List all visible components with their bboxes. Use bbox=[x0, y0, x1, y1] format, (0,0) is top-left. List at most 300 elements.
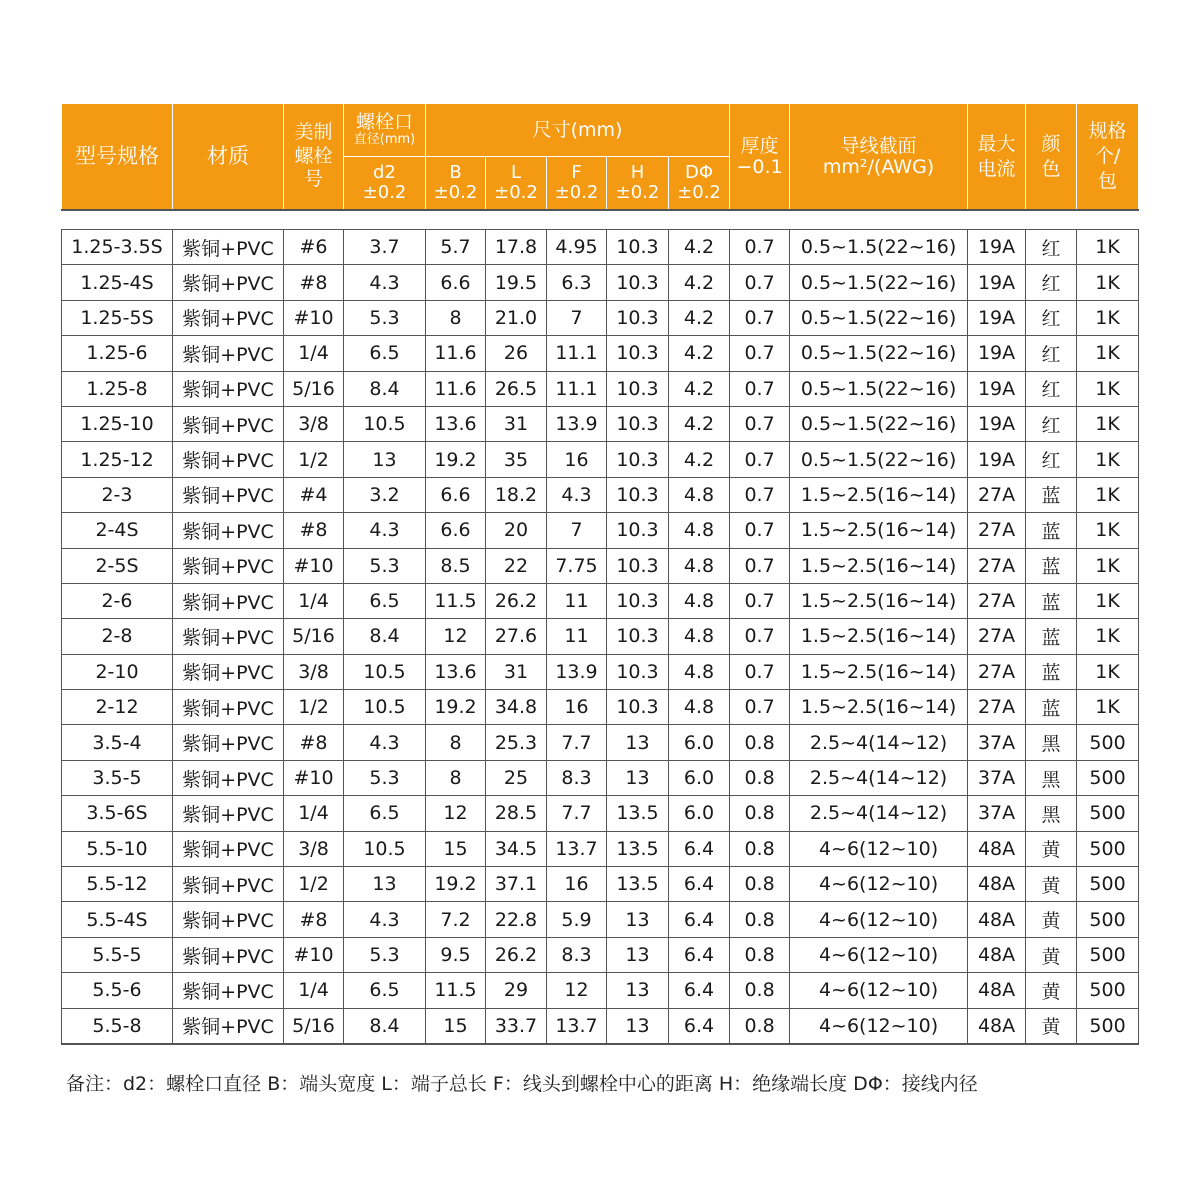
table-cell: 红 bbox=[1026, 442, 1077, 477]
table-cell: 4.8 bbox=[669, 548, 730, 583]
table-cell: 0.7 bbox=[730, 513, 790, 548]
table-cell: 蓝 bbox=[1026, 477, 1077, 512]
table-row bbox=[62, 230, 1139, 265]
table-cell: 22 bbox=[486, 548, 547, 583]
table-cell: 2-10 bbox=[62, 654, 173, 689]
table-cell: 4.3 bbox=[344, 265, 426, 300]
table-cell: 6.4 bbox=[669, 973, 730, 1008]
table-cell: 2-4S bbox=[62, 513, 173, 548]
table-cell: 26.5 bbox=[486, 371, 547, 406]
table-cell: 8 bbox=[426, 725, 486, 760]
table-cell: 4.8 bbox=[669, 654, 730, 689]
table-cell: 4.8 bbox=[669, 583, 730, 618]
table-cell: 7 bbox=[547, 513, 607, 548]
table-cell: 1.25-8 bbox=[62, 371, 173, 406]
table-cell: 19A bbox=[968, 406, 1026, 441]
table-cell: 2-5S bbox=[62, 548, 173, 583]
table-cell: 1.5~2.5(16~14) bbox=[790, 654, 968, 689]
table-cell: 19A bbox=[968, 371, 1026, 406]
table-cell: #8 bbox=[284, 725, 344, 760]
table-cell: 蓝 bbox=[1026, 583, 1077, 618]
table-cell: 3.5-5 bbox=[62, 760, 173, 795]
table-cell: #8 bbox=[284, 265, 344, 300]
table-cell: 1.25-10 bbox=[62, 406, 173, 441]
table-cell: 紫铜+PVC bbox=[173, 760, 284, 795]
table-cell: 4~6(12~10) bbox=[790, 831, 968, 866]
table-cell: 1K bbox=[1077, 583, 1139, 618]
table-cell: 500 bbox=[1077, 867, 1139, 902]
table-cell: 11.5 bbox=[426, 973, 486, 1008]
table-cell: 3.5-6S bbox=[62, 796, 173, 831]
table-cell: 0.7 bbox=[730, 654, 790, 689]
table-cell: 17.8 bbox=[486, 230, 547, 265]
table-cell: 紫铜+PVC bbox=[173, 973, 284, 1008]
table-cell: 1.5~2.5(16~14) bbox=[790, 548, 968, 583]
table-cell: 10.3 bbox=[607, 442, 669, 477]
table-cell: 48A bbox=[968, 902, 1026, 937]
table-cell: 31 bbox=[486, 654, 547, 689]
table-cell: 11 bbox=[547, 583, 607, 618]
header-pack: 规格个/包 bbox=[1077, 104, 1139, 211]
table-cell: 紫铜+PVC bbox=[173, 654, 284, 689]
table-cell: 20 bbox=[486, 513, 547, 548]
table-row bbox=[62, 760, 1139, 795]
table-cell: 11 bbox=[547, 619, 607, 654]
table-cell: 500 bbox=[1077, 831, 1139, 866]
table-cell: 4.8 bbox=[669, 513, 730, 548]
table-cell: 6.0 bbox=[669, 796, 730, 831]
table-cell: 5.3 bbox=[344, 300, 426, 335]
header-current: 最大电流 bbox=[968, 104, 1026, 211]
table-cell: 48A bbox=[968, 867, 1026, 902]
table-cell: 37A bbox=[968, 760, 1026, 795]
table-cell: 4.2 bbox=[669, 265, 730, 300]
table-row bbox=[62, 265, 1139, 300]
table-cell: 1K bbox=[1077, 548, 1139, 583]
table-cell: 1K bbox=[1077, 477, 1139, 512]
table-cell: 6.4 bbox=[669, 937, 730, 972]
table-cell: 黑 bbox=[1026, 760, 1077, 795]
table-cell: 10.5 bbox=[344, 654, 426, 689]
table-cell: 19A bbox=[968, 442, 1026, 477]
table-cell: 红 bbox=[1026, 336, 1077, 371]
header-dim-dphi: DΦ ±0.2 bbox=[669, 157, 730, 211]
header-bolt-hole: 螺栓口 直径(mm) bbox=[344, 104, 426, 157]
table-cell: 黄 bbox=[1026, 867, 1077, 902]
table-row bbox=[62, 548, 1139, 583]
table-cell: 4.2 bbox=[669, 442, 730, 477]
header-wire: 导线截面 mm²/(AWG) bbox=[790, 104, 968, 211]
table-cell: 1.25-4S bbox=[62, 265, 173, 300]
table-cell: 5.7 bbox=[426, 230, 486, 265]
table-cell: 黄 bbox=[1026, 937, 1077, 972]
table-cell: 红 bbox=[1026, 230, 1077, 265]
table-cell: 13 bbox=[607, 760, 669, 795]
table-cell: 1.5~2.5(16~14) bbox=[790, 477, 968, 512]
header-dim-l: L ±0.2 bbox=[486, 157, 547, 211]
table-cell: 15 bbox=[426, 831, 486, 866]
table-cell: 8.5 bbox=[426, 548, 486, 583]
table-cell: 0.8 bbox=[730, 760, 790, 795]
table-cell: 1K bbox=[1077, 230, 1139, 265]
table-cell: 紫铜+PVC bbox=[173, 513, 284, 548]
table-cell: 4~6(12~10) bbox=[790, 937, 968, 972]
table-cell: 6.0 bbox=[669, 725, 730, 760]
table-cell: 1K bbox=[1077, 265, 1139, 300]
table-cell: 3/8 bbox=[284, 654, 344, 689]
table-cell: 27A bbox=[968, 513, 1026, 548]
table-cell: 2.5~4(14~12) bbox=[790, 725, 968, 760]
table-cell: 10.3 bbox=[607, 583, 669, 618]
table-cell: 5.5-8 bbox=[62, 1008, 173, 1044]
table-cell: 6.4 bbox=[669, 902, 730, 937]
table-cell: 0.8 bbox=[730, 831, 790, 866]
table-cell: 4.2 bbox=[669, 230, 730, 265]
table-row bbox=[62, 973, 1139, 1008]
table-row bbox=[62, 619, 1139, 654]
table-cell: 紫铜+PVC bbox=[173, 230, 284, 265]
table-cell: 4.2 bbox=[669, 371, 730, 406]
table-cell: 11.6 bbox=[426, 371, 486, 406]
table-cell: 27A bbox=[968, 690, 1026, 725]
table-cell: 紫铜+PVC bbox=[173, 1008, 284, 1044]
table-cell: 26 bbox=[486, 336, 547, 371]
table-cell: 13.6 bbox=[426, 654, 486, 689]
table-cell: 3.7 bbox=[344, 230, 426, 265]
table-cell: 10.3 bbox=[607, 406, 669, 441]
table-cell: 26.2 bbox=[486, 583, 547, 618]
table-cell: 5.9 bbox=[547, 902, 607, 937]
header-model: 型号规格 bbox=[62, 104, 173, 211]
table-cell: 紫铜+PVC bbox=[173, 725, 284, 760]
table-cell: 0.5~1.5(22~16) bbox=[790, 265, 968, 300]
table-cell: 10.3 bbox=[607, 300, 669, 335]
table-cell: 2.5~4(14~12) bbox=[790, 796, 968, 831]
table-cell: 1.5~2.5(16~14) bbox=[790, 690, 968, 725]
table-cell: 12 bbox=[426, 619, 486, 654]
table-cell: 34.5 bbox=[486, 831, 547, 866]
header-thickness: 厚度 −0.1 bbox=[730, 104, 790, 211]
table-cell: 13 bbox=[607, 725, 669, 760]
table-cell: 12 bbox=[547, 973, 607, 1008]
table-cell: 8.3 bbox=[547, 760, 607, 795]
table-cell: 31 bbox=[486, 406, 547, 441]
footnote: 备注：d2：螺栓口直径 B：端头宽度 L：端子总长 F：线头到螺栓中心的距离 H：绝缘端长度 DΦ：接线内径 bbox=[66, 1073, 978, 1095]
table-cell: 2-3 bbox=[62, 477, 173, 512]
table-cell: 2-6 bbox=[62, 583, 173, 618]
table-cell: 1/2 bbox=[284, 442, 344, 477]
table-cell: 7.7 bbox=[547, 725, 607, 760]
table-cell: 10.5 bbox=[344, 406, 426, 441]
table-cell: 6.5 bbox=[344, 336, 426, 371]
table-cell: 37A bbox=[968, 725, 1026, 760]
table-cell: 10.3 bbox=[607, 371, 669, 406]
table-row bbox=[62, 831, 1139, 866]
table-cell: 4.3 bbox=[547, 477, 607, 512]
table-cell: 7.2 bbox=[426, 902, 486, 937]
table-cell: 11.6 bbox=[426, 336, 486, 371]
table-cell: 19.2 bbox=[426, 867, 486, 902]
table-cell: 0.5~1.5(22~16) bbox=[790, 300, 968, 335]
table-cell: 13 bbox=[607, 902, 669, 937]
table-cell: 500 bbox=[1077, 1008, 1139, 1044]
table-cell: 4~6(12~10) bbox=[790, 867, 968, 902]
table-row bbox=[62, 406, 1139, 441]
table-cell: 0.5~1.5(22~16) bbox=[790, 230, 968, 265]
table-cell: 13.5 bbox=[607, 831, 669, 866]
header-dim-h: H ±0.2 bbox=[607, 157, 669, 211]
table-cell: 500 bbox=[1077, 937, 1139, 972]
table-cell: 500 bbox=[1077, 902, 1139, 937]
table-cell: 1.5~2.5(16~14) bbox=[790, 619, 968, 654]
table-cell: 27A bbox=[968, 654, 1026, 689]
table-cell: 37A bbox=[968, 796, 1026, 831]
table-row bbox=[62, 371, 1139, 406]
table-cell: 紫铜+PVC bbox=[173, 265, 284, 300]
table-cell: 1.25-12 bbox=[62, 442, 173, 477]
table-cell: 10.3 bbox=[607, 230, 669, 265]
table-cell: 0.5~1.5(22~16) bbox=[790, 406, 968, 441]
table-cell: #10 bbox=[284, 548, 344, 583]
table-cell: 蓝 bbox=[1026, 690, 1077, 725]
table-cell: 1K bbox=[1077, 406, 1139, 441]
table-cell: 13.5 bbox=[607, 796, 669, 831]
table-cell: 紫铜+PVC bbox=[173, 902, 284, 937]
table-cell: 6.4 bbox=[669, 831, 730, 866]
table-cell: 19.5 bbox=[486, 265, 547, 300]
table-cell: 0.8 bbox=[730, 902, 790, 937]
table-cell: 4.8 bbox=[669, 619, 730, 654]
table-cell: 10.3 bbox=[607, 477, 669, 512]
table-cell: 22.8 bbox=[486, 902, 547, 937]
table-cell: 黄 bbox=[1026, 1008, 1077, 1044]
table-cell: 0.8 bbox=[730, 867, 790, 902]
table-cell: 1K bbox=[1077, 619, 1139, 654]
table-cell: 6.4 bbox=[669, 1008, 730, 1044]
table-cell: 4.3 bbox=[344, 513, 426, 548]
table-cell: 1K bbox=[1077, 690, 1139, 725]
table-cell: 蓝 bbox=[1026, 654, 1077, 689]
table-cell: 1/4 bbox=[284, 583, 344, 618]
table-cell: 10.3 bbox=[607, 690, 669, 725]
table-cell: #10 bbox=[284, 300, 344, 335]
table-row bbox=[62, 867, 1139, 902]
table-cell: 48A bbox=[968, 831, 1026, 866]
table-row bbox=[62, 300, 1139, 335]
table-cell: #8 bbox=[284, 513, 344, 548]
header-d2: d2 ±0.2 bbox=[344, 157, 426, 211]
table-cell: 13.9 bbox=[547, 406, 607, 441]
table-cell: 5.3 bbox=[344, 937, 426, 972]
table-cell: 黄 bbox=[1026, 902, 1077, 937]
table-cell: 0.7 bbox=[730, 690, 790, 725]
table-row bbox=[62, 1008, 1139, 1044]
table-cell: 0.7 bbox=[730, 300, 790, 335]
table-row bbox=[62, 513, 1139, 548]
table-cell: 0.5~1.5(22~16) bbox=[790, 371, 968, 406]
table-cell: 4.8 bbox=[669, 477, 730, 512]
table-cell: 蓝 bbox=[1026, 619, 1077, 654]
table-row bbox=[62, 690, 1139, 725]
table-cell: 0.8 bbox=[730, 1008, 790, 1044]
table-cell: 1.25-3.5S bbox=[62, 230, 173, 265]
header-color: 颜色 bbox=[1026, 104, 1077, 211]
table-cell: 13 bbox=[344, 442, 426, 477]
table-cell: 0.5~1.5(22~16) bbox=[790, 442, 968, 477]
table-cell: 1.25-6 bbox=[62, 336, 173, 371]
table-cell: 27A bbox=[968, 583, 1026, 618]
table-cell: 紫铜+PVC bbox=[173, 831, 284, 866]
table-cell: 500 bbox=[1077, 725, 1139, 760]
table-cell: 紫铜+PVC bbox=[173, 336, 284, 371]
table-cell: 1.5~2.5(16~14) bbox=[790, 583, 968, 618]
table-cell: 0.7 bbox=[730, 265, 790, 300]
table-cell: 33.7 bbox=[486, 1008, 547, 1044]
table-cell: 0.7 bbox=[730, 336, 790, 371]
table-cell: 6.5 bbox=[344, 973, 426, 1008]
table-cell: 6.5 bbox=[344, 583, 426, 618]
table-cell: 0.7 bbox=[730, 477, 790, 512]
table-cell: 1/4 bbox=[284, 336, 344, 371]
spec-table bbox=[61, 103, 1139, 1045]
table-cell: 13.6 bbox=[426, 406, 486, 441]
table-cell: 1.25-5S bbox=[62, 300, 173, 335]
table-cell: 2-8 bbox=[62, 619, 173, 654]
table-cell: 10.3 bbox=[607, 336, 669, 371]
table-cell: 25 bbox=[486, 760, 547, 795]
table-cell: 5/16 bbox=[284, 619, 344, 654]
table-row bbox=[62, 937, 1139, 972]
header-spacer bbox=[62, 210, 1139, 230]
table-cell: 1/4 bbox=[284, 796, 344, 831]
table-cell: 0.8 bbox=[730, 973, 790, 1008]
table-cell: 5.5-5 bbox=[62, 937, 173, 972]
table-cell: 1/2 bbox=[284, 867, 344, 902]
table-cell: 10.3 bbox=[607, 548, 669, 583]
table-cell: 5.5-6 bbox=[62, 973, 173, 1008]
table-cell: 13.9 bbox=[547, 654, 607, 689]
table-cell: 3.2 bbox=[344, 477, 426, 512]
table-cell: 16 bbox=[547, 442, 607, 477]
table-cell: 2.5~4(14~12) bbox=[790, 760, 968, 795]
table-cell: 500 bbox=[1077, 973, 1139, 1008]
table-cell: 0.7 bbox=[730, 548, 790, 583]
table-cell: 1/4 bbox=[284, 973, 344, 1008]
table-cell: 红 bbox=[1026, 265, 1077, 300]
table-cell: 13 bbox=[607, 1008, 669, 1044]
table-cell: 1K bbox=[1077, 442, 1139, 477]
table-cell: 紫铜+PVC bbox=[173, 619, 284, 654]
table-cell: 3.5-4 bbox=[62, 725, 173, 760]
table-cell: 6.0 bbox=[669, 760, 730, 795]
table-cell: 4.95 bbox=[547, 230, 607, 265]
table-cell: 13 bbox=[344, 867, 426, 902]
table-cell: 1.5~2.5(16~14) bbox=[790, 513, 968, 548]
table-cell: 4.3 bbox=[344, 725, 426, 760]
table-cell: #6 bbox=[284, 230, 344, 265]
table-cell: 4.2 bbox=[669, 300, 730, 335]
table-cell: 黄 bbox=[1026, 831, 1077, 866]
table-cell: 19.2 bbox=[426, 442, 486, 477]
table-cell: 6.3 bbox=[547, 265, 607, 300]
table-cell: 0.8 bbox=[730, 937, 790, 972]
table-cell: 8.4 bbox=[344, 619, 426, 654]
table-cell: 2-12 bbox=[62, 690, 173, 725]
table-cell: 26.2 bbox=[486, 937, 547, 972]
table-cell: 5.5-4S bbox=[62, 902, 173, 937]
table-cell: 7.75 bbox=[547, 548, 607, 583]
table-cell: 10.3 bbox=[607, 513, 669, 548]
table-cell: 蓝 bbox=[1026, 548, 1077, 583]
table-row bbox=[62, 583, 1139, 618]
table-cell: 6.5 bbox=[344, 796, 426, 831]
table-row bbox=[62, 796, 1139, 831]
header-dim-b: B ±0.2 bbox=[426, 157, 486, 211]
table-cell: 8.3 bbox=[547, 937, 607, 972]
table-row bbox=[62, 477, 1139, 512]
table-cell: 6.6 bbox=[426, 513, 486, 548]
table-cell: 48A bbox=[968, 1008, 1026, 1044]
table-cell: 27A bbox=[968, 477, 1026, 512]
table-cell: 16 bbox=[547, 867, 607, 902]
table-cell: 7.7 bbox=[547, 796, 607, 831]
table-cell: 5/16 bbox=[284, 371, 344, 406]
table-cell: 48A bbox=[968, 937, 1026, 972]
table-cell: #10 bbox=[284, 937, 344, 972]
table-cell: 0.7 bbox=[730, 442, 790, 477]
table-cell: 13 bbox=[607, 973, 669, 1008]
table-cell: 19A bbox=[968, 265, 1026, 300]
table-cell: 19A bbox=[968, 230, 1026, 265]
table-cell: 5.5-12 bbox=[62, 867, 173, 902]
table-cell: 黑 bbox=[1026, 725, 1077, 760]
table-body bbox=[62, 230, 1139, 1044]
table-cell: 4~6(12~10) bbox=[790, 973, 968, 1008]
table-cell: 5.3 bbox=[344, 548, 426, 583]
table-cell: 1K bbox=[1077, 654, 1139, 689]
table-cell: 0.7 bbox=[730, 583, 790, 618]
table-header bbox=[62, 104, 1139, 230]
table-cell: 0.7 bbox=[730, 230, 790, 265]
table-cell: 8.4 bbox=[344, 371, 426, 406]
table-cell: 蓝 bbox=[1026, 513, 1077, 548]
table-cell: 4~6(12~10) bbox=[790, 902, 968, 937]
table-cell: 19A bbox=[968, 336, 1026, 371]
table-row bbox=[62, 442, 1139, 477]
table-cell: 19.2 bbox=[426, 690, 486, 725]
table-cell: 0.5~1.5(22~16) bbox=[790, 336, 968, 371]
table-cell: 紫铜+PVC bbox=[173, 406, 284, 441]
table-cell: 500 bbox=[1077, 760, 1139, 795]
table-cell: 7 bbox=[547, 300, 607, 335]
table-cell: 25.3 bbox=[486, 725, 547, 760]
table-cell: 红 bbox=[1026, 371, 1077, 406]
table-cell: #10 bbox=[284, 760, 344, 795]
table-cell: 4~6(12~10) bbox=[790, 1008, 968, 1044]
table-cell: 13.7 bbox=[547, 831, 607, 866]
table-cell: 3/8 bbox=[284, 406, 344, 441]
table-cell: 27A bbox=[968, 619, 1026, 654]
table-cell: 10.3 bbox=[607, 619, 669, 654]
table-cell: 9.5 bbox=[426, 937, 486, 972]
table-cell: 8 bbox=[426, 760, 486, 795]
table-cell: 0.8 bbox=[730, 796, 790, 831]
table-cell: 11.1 bbox=[547, 336, 607, 371]
table-cell: 1K bbox=[1077, 336, 1139, 371]
table-cell: 18.2 bbox=[486, 477, 547, 512]
table-cell: 19A bbox=[968, 300, 1026, 335]
table-cell: 0.7 bbox=[730, 371, 790, 406]
